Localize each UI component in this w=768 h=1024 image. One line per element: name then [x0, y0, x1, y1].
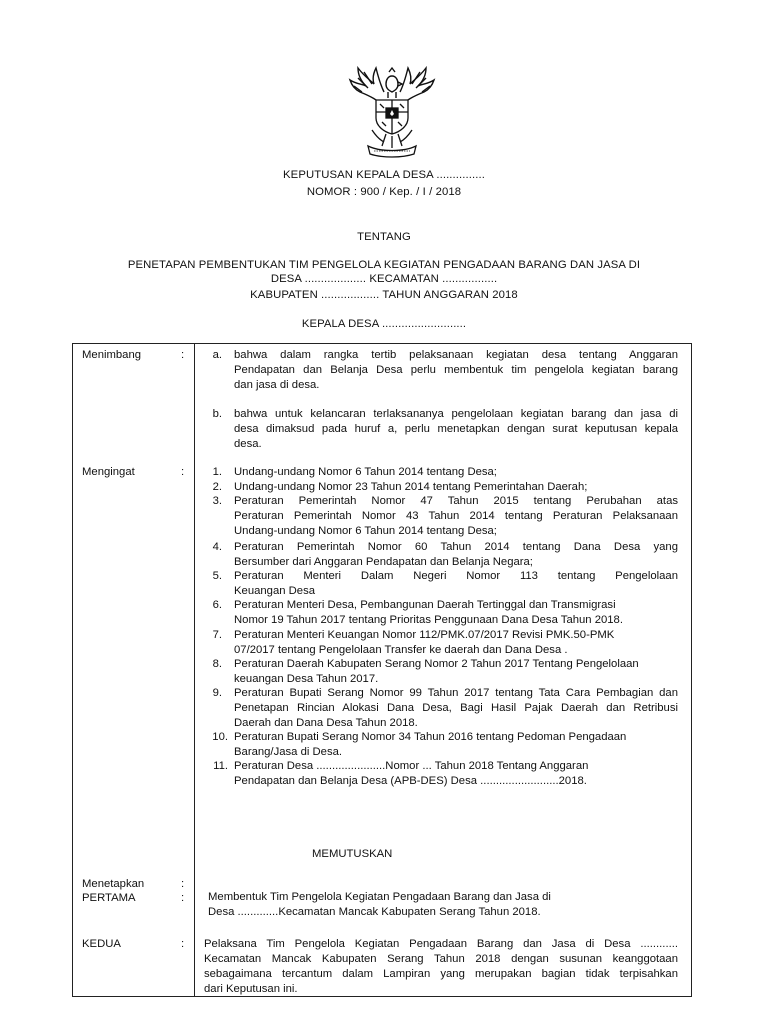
menimbang-label: Menimbang: [82, 349, 142, 361]
decree-title: KEPUTUSAN KEPALA DESA ...............: [283, 169, 485, 181]
mengingat-3-line-3: Undang-undang Nomor 6 Tahun 2014 tentang Desa;: [234, 525, 497, 537]
mengingat-9-line-1: Peraturan Bupati Serang Nomor 99 Tahun 2017 tentang Tata Cara Pembagian dan: [234, 687, 678, 699]
kedua-line-1: Pelaksana Tim Pengelola Kegiatan Pengadaan Barang dan Jasa di Desa ............: [204, 938, 678, 950]
kedua-colon: :: [181, 938, 185, 950]
mengingat-7-line-1: Peraturan Menteri Keuangan Nomor 112/PMK.07/2017 Revisi PMK.50-PMK: [234, 629, 615, 641]
mengingat-3-line-2: Peraturan Pemerintah Nomor 43 Tahun 2014 tentang Peraturan Pelaksanaan: [234, 510, 678, 522]
menimbang-marker-b: b.: [212, 408, 222, 420]
mengingat-marker-8: 8.: [212, 658, 222, 670]
pertama-label: PERTAMA: [82, 892, 136, 904]
mengingat-1-line-1: Undang-undang Nomor 6 Tahun 2014 tentang Desa;: [234, 466, 497, 478]
mengingat-8-line-2: keuangan Desa Tahun 2017.: [234, 673, 379, 685]
menimbang-a-line-1: bahwa dalam rangka tertib pelaksanaan kegiatan desa tentang Anggaran: [234, 349, 678, 361]
mengingat-6-line-1: Peraturan Menteri Desa, Pembangunan Daerah Tertinggal dan Transmigrasi: [234, 599, 616, 611]
subject-line-2: DESA ................... KECAMATAN .................: [270, 273, 498, 285]
mengingat-2-line-1: Undang-undang Nomor 23 Tahun 2014 tentang Pemerintahan Daerah;: [234, 481, 588, 493]
decree-number: NOMOR : 900 / Kep. / I / 2018: [306, 186, 462, 198]
mengingat-4-line-2: Bersumber dari Anggaran Pendapatan dan Belanja Negara;: [234, 556, 533, 568]
menimbang-a-line-2: Pendapatan dan Belanja Desa perlu membentuk tim pengelola kegiatan barang: [234, 364, 678, 376]
kedua-line-2: Kecamatan Mancak Kabupaten Serang Tahun 2018 dengan susunan keanggotaan: [204, 953, 678, 965]
mengingat-7-line-2: 07/2017 tentang Pengelolaan Transfer ke daerah dan Dana Desa .: [234, 644, 568, 656]
mengingat-marker-7: 7.: [212, 629, 222, 641]
mengingat-colon: :: [181, 466, 185, 478]
mengingat-marker-3: 3.: [212, 495, 222, 507]
menimbang-b-line-1: bahwa untuk kelancaran terlaksananya pengelolaan kegiatan barang dan jasa di: [234, 408, 678, 420]
mengingat-marker-5: 5.: [212, 570, 222, 582]
mengingat-9-line-3: Daerah dan Dana Desa Tahun 2018.: [234, 717, 418, 729]
menimbang-colon: :: [181, 349, 185, 361]
mengingat-4-line-1: Peraturan Pemerintah Nomor 60 Tahun 2014 tentang Dana Desa yang: [234, 541, 678, 553]
mengingat-9-line-2: Penetapan Rincian Alokasi Dana Desa, Bagi Hasil Pajak Daerah dan Retribusi: [234, 702, 678, 714]
mengingat-3-line-1: Peraturan Pemerintah Nomor 47 Tahun 2015 tentang Perubahan atas: [234, 495, 678, 507]
official-title: KEPALA DESA ..........................: [301, 318, 467, 330]
mengingat-marker-1: 1.: [212, 466, 222, 478]
memutuskan-heading: MEMUTUSKAN: [312, 848, 393, 860]
mengingat-marker-11: 11.: [213, 760, 228, 772]
pertama-colon: :: [181, 892, 185, 904]
mengingat-5-line-1: Peraturan Menteri Dalam Negeri Nomor 113 tentang Pengelolaan: [234, 570, 678, 582]
kedua-label: KEDUA: [82, 938, 121, 950]
pertama-line-1: Membentuk Tim Pengelola Kegiatan Pengadaan Barang dan Jasa di: [208, 891, 551, 903]
garuda-emblem: [342, 62, 442, 162]
menetapkan-colon: :: [181, 878, 185, 890]
menetapkan-label: Menetapkan: [82, 878, 145, 890]
mengingat-11-line-1: Peraturan Desa ......................Nomor ... Tahun 2018 Tentang Anggaran: [234, 760, 589, 772]
menimbang-a-line-3: dan jasa di desa.: [234, 379, 320, 391]
mengingat-6-line-2: Nomor 19 Tahun 2017 tentang Prioritas Penggunaan Dana Desa Tahun 2018.: [234, 614, 623, 626]
subject-line-3: KABUPATEN .................. TAHUN ANGGARAN 2018: [250, 289, 518, 301]
tentang-heading: TENTANG: [357, 231, 411, 243]
pertama-line-2: Desa .............Kecamatan Mancak Kabupaten Serang Tahun 2018.: [208, 906, 541, 918]
mengingat-marker-9: 9.: [212, 687, 222, 699]
mengingat-8-line-1: Peraturan Daerah Kabupaten Serang Nomor 2 Tahun 2017 Tentang Pengelolaan: [234, 658, 639, 670]
kedua-line-4: dari Keputusan ini.: [204, 983, 298, 995]
mengingat-10-line-1: Peraturan Bupati Serang Nomor 34 Tahun 2016 tentang Pedoman Pengadaan: [234, 731, 627, 743]
mengingat-marker-4: 4.: [212, 541, 222, 553]
mengingat-11-line-2: Pendapatan dan Belanja Desa (APB-DES) Desa .........................2018.: [234, 775, 587, 787]
mengingat-marker-2: 2.: [212, 481, 222, 493]
mengingat-label: Mengingat: [82, 466, 135, 478]
subject-line-1: PENETAPAN PEMBENTUKAN TIM PENGELOLA KEGIATAN PENGADAAN BARANG DAN JASA DI: [127, 259, 641, 271]
menimbang-b-line-2: desa dimaksud pada huruf a, perlu menetapkan dengan surat keputusan kepala: [234, 423, 678, 435]
mengingat-5-line-2: Keuangan Desa: [234, 585, 316, 597]
menimbang-b-line-3: desa.: [234, 438, 262, 450]
column-divider: [194, 343, 195, 997]
menimbang-marker-a: a.: [212, 349, 222, 361]
mengingat-10-line-2: Barang/Jasa di Desa.: [234, 746, 343, 758]
mengingat-marker-10: 10.: [212, 731, 228, 743]
kedua-line-3: sebagaimana tercantum dalam Lampiran yang merupakan bagian tidak terpisahkan: [204, 968, 678, 980]
mengingat-marker-6: 6.: [212, 599, 222, 611]
